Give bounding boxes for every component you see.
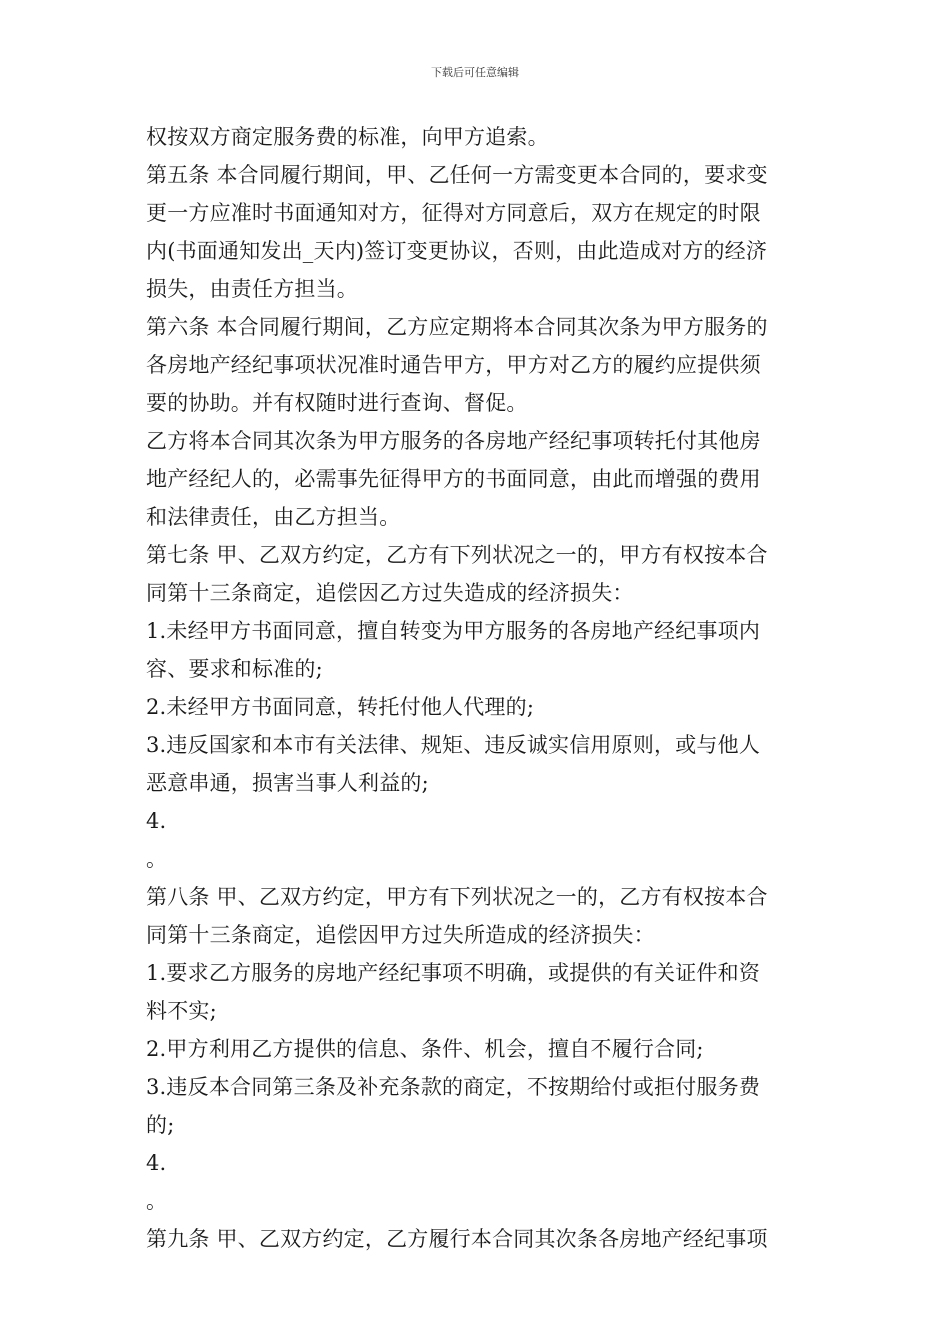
text-line: 各房地产经纪事项状况准时通告甲方，甲方对乙方的履约应提供须 bbox=[146, 353, 761, 377]
text-line: 恶意串通，损害当事人利益的; bbox=[146, 771, 429, 795]
text-line: 2.甲方利用乙方提供的信息、条件、机会，擅自不履行合同; bbox=[146, 1037, 704, 1061]
text-line: 。 bbox=[146, 1189, 168, 1213]
text-line: 4. bbox=[146, 1151, 167, 1175]
text-line: 第七条 甲、乙双方约定，乙方有下列状况之一的，甲方有权按本合 bbox=[146, 543, 768, 567]
text-line: 第九条 甲、乙双方约定，乙方履行本合同其次条各房地产经纪事项 bbox=[146, 1227, 768, 1251]
text-line: 第五条 本合同履行期间，甲、乙任何一方需变更本合同的，要求变 bbox=[146, 163, 768, 187]
text-line: 1.未经甲方书面同意，擅自转变为甲方服务的各房地产经纪事项内 bbox=[146, 619, 761, 643]
text-line: 3.违反国家和本市有关法律、规矩、违反诚实信用原则，或与他人 bbox=[146, 733, 761, 757]
text-line: 权按双方商定服务费的标准，向甲方追索。 bbox=[146, 125, 549, 149]
text-line: 地产经纪人的，必需事先征得甲方的书面同意，由此而增强的费用 bbox=[146, 467, 761, 491]
text-line: 的; bbox=[146, 1113, 175, 1137]
text-line: 容、要求和标准的; bbox=[146, 657, 323, 681]
page-header: 下载后可任意编辑 bbox=[431, 66, 519, 79]
text-line: 同第十三条商定，追偿因甲方过失所造成的经济损失： bbox=[146, 923, 655, 947]
text-line: 更一方应准时书面通知对方，征得对方同意后，双方在规定的时限 bbox=[146, 201, 761, 225]
text-line: 。 bbox=[146, 847, 168, 871]
text-line: 4. bbox=[146, 809, 167, 833]
text-line: 损失，由责任方担当。 bbox=[146, 277, 358, 301]
text-line: 2.未经甲方书面同意，转托付他人代理的; bbox=[146, 695, 535, 719]
text-line: 3.违反本合同第三条及补充条款的商定，不按期给付或拒付服务费 bbox=[146, 1075, 761, 1099]
contract-body bbox=[146, 118, 810, 1258]
text-line: 同第十三条商定，追偿因乙方过失造成的经济损失： bbox=[146, 581, 634, 605]
text-line: 1.要求乙方服务的房地产经纪事项不明确，或提供的有关证件和资 bbox=[146, 961, 761, 985]
text-line: 要的协助。并有权随时进行查询、督促。 bbox=[146, 391, 528, 415]
text-line: 内(书面通知发出_天内)签订变更协议，否则，由此造成对方的经济 bbox=[146, 239, 768, 263]
text-line: 乙方将本合同其次条为甲方服务的各房地产经纪事项转托付其他房 bbox=[146, 429, 761, 453]
text-line: 第八条 甲、乙双方约定，甲方有下列状况之一的，乙方有权按本合 bbox=[146, 885, 768, 909]
text-line: 料不实; bbox=[146, 999, 217, 1023]
text-line: 第六条 本合同履行期间，乙方应定期将本合同其次条为甲方服务的 bbox=[146, 315, 768, 339]
text-line: 和法律责任，由乙方担当。 bbox=[146, 505, 401, 529]
